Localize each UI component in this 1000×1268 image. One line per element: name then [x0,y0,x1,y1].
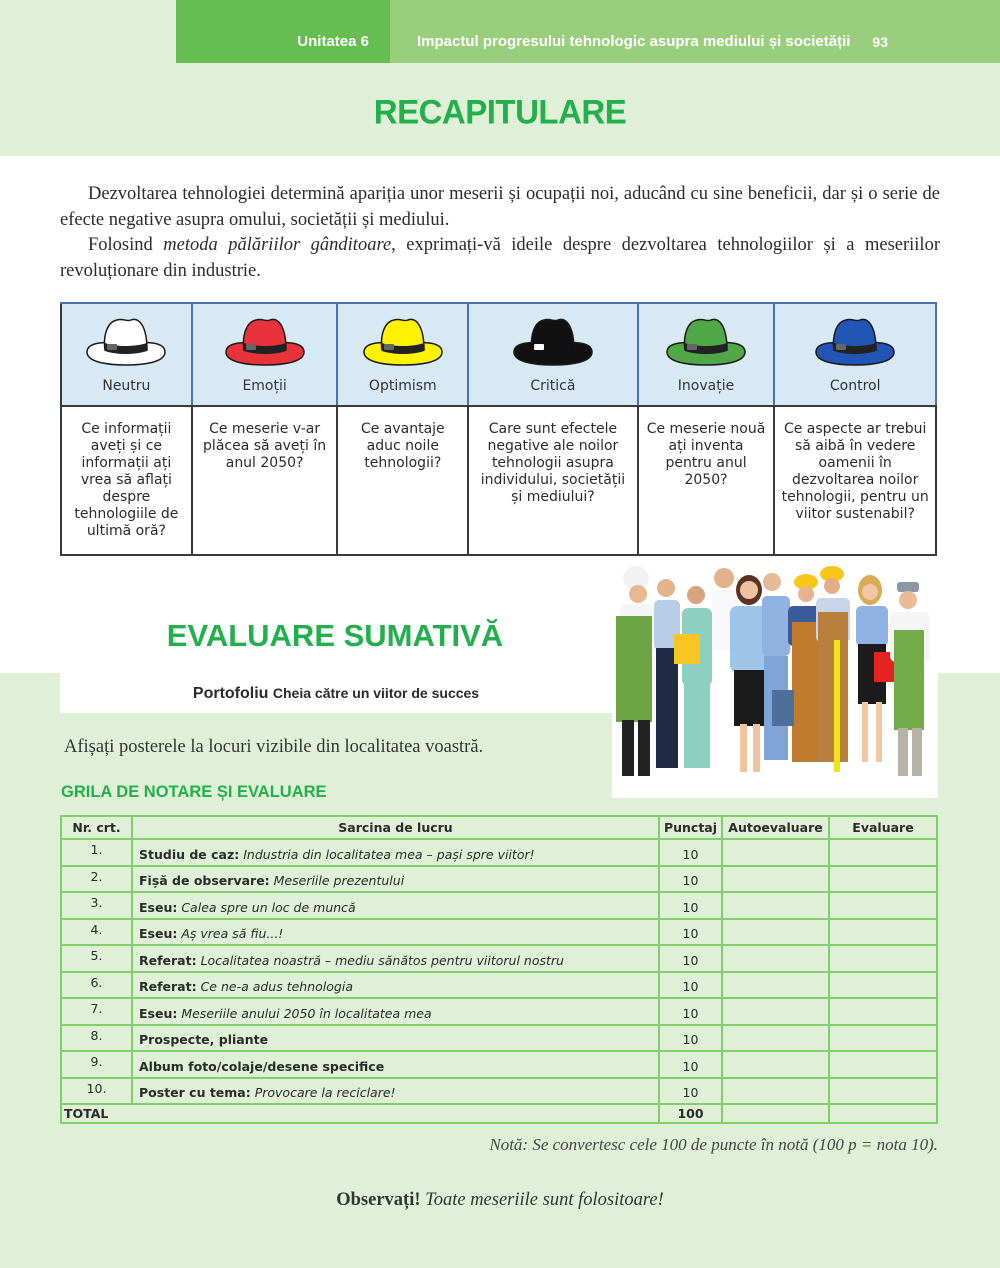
eval-cell[interactable] [829,1078,937,1105]
task-title: Meseriile anului 2050 în localitatea mea [177,1005,432,1021]
hat-label: Inovație [677,378,735,394]
blue-hat-icon [812,312,898,368]
task-cell [132,1025,659,1052]
hat-question: Ce meserie v-ar plăcea să aveți în anul 2050? [192,406,338,555]
eval-cell[interactable] [829,892,937,919]
total-eval-cell[interactable] [829,1104,937,1123]
red-hat-icon [222,312,308,368]
hat-band-highlight [246,344,256,350]
eval-cell[interactable] [829,919,937,946]
task-type: Poster cu tema: [139,1085,251,1100]
total-label: TOTAL [61,1104,659,1123]
task-cell [132,892,659,919]
row-number: 10. [61,1078,132,1105]
eval-cell[interactable] [829,972,937,999]
person-office [654,579,680,768]
task-title: Provocare la reciclare! [250,1085,396,1100]
table-row [61,892,937,919]
row-number: 3. [61,892,132,919]
points-cell: 10 [659,972,722,999]
table-row [61,998,937,1025]
intro-text [60,182,940,284]
hat-question-row [61,406,936,555]
task-title: Calea spre un loc de muncă [177,899,356,915]
points-cell: 10 [659,1078,722,1105]
points-cell: 10 [659,945,722,972]
observe-text: Toate meseriile sunt folositoare! [420,1190,664,1210]
recap-title: RECAPITULARE [373,92,627,131]
chapter-title-box [390,0,1000,63]
method-name: metoda pălăriilor gânditoare [163,235,392,255]
row-number: 5. [61,945,132,972]
task-type: Eseu: [139,899,178,915]
hat-label: Critică [530,378,576,394]
instruction-text: Afișați posterele la locuri vizibile din localitatea voastră. [64,737,484,757]
paragraph2-end: , exprimați-vă ideile despre dezvoltarea tehnologiilor și a meseriilor revoluționare din industrie. [60,235,940,281]
row-number: 2. [61,866,132,893]
points-cell: 10 [659,839,722,866]
eval-cell[interactable] [829,1051,937,1078]
observe-line [0,1190,1000,1211]
intro-paragraph-2 [60,233,940,284]
chapter-title: Impactul progresului tehnologic asupra mediului și societății [417,33,851,50]
col-header-eval: Evaluare [829,816,937,839]
evaluation-title: EVALUARE SUMATIVĂ [166,618,504,653]
portfolio-band [60,673,612,713]
task-title: Aș vrea să fiu...! [177,926,284,941]
table-row [61,1025,937,1052]
total-points: 100 [659,1104,722,1123]
self-eval-cell[interactable] [722,839,829,866]
hat-band-highlight [107,344,117,350]
table-row [61,919,937,946]
eval-cell[interactable] [829,839,937,866]
task-title: Ce ne-a adus tehnologia [196,979,353,994]
observe-label: Observați! [336,1190,421,1210]
black-hat-icon [510,312,596,368]
hat-band-highlight [687,344,697,350]
self-eval-cell[interactable] [722,972,829,999]
self-eval-cell[interactable] [722,892,829,919]
table-row [61,839,937,866]
white-hat-icon [83,312,169,368]
task-title: Meseriile prezentului [269,873,405,888]
person-technician [762,573,790,760]
col-header-self-eval: Autoevaluare [722,816,829,839]
page-number: 93 [872,34,888,50]
unit-label: Unitatea 6 [176,0,390,63]
portfolio-subtitle: Cheia către un viitor de succes [272,685,480,701]
hat-question: Ce meserie nouă ați inventa pentru anul 2050? [638,406,775,555]
task-type: Referat: [139,952,197,968]
task-cell [132,1051,659,1078]
row-number: 9. [61,1051,132,1078]
task-type: Fișă de observare: [139,873,270,888]
grading-grid-title: GRILA DE NOTARE ȘI EVALUARE [61,783,327,801]
hat-cell [61,303,192,406]
self-eval-cell[interactable] [722,998,829,1025]
task-title: Industria din localitatea mea – pași spre viitor! [239,846,535,862]
row-number: 1. [61,839,132,866]
points-cell: 10 [659,998,722,1025]
hat-band-highlight [384,344,394,350]
total-row [61,1104,937,1123]
grading-table-body [61,839,937,1123]
table-row [61,1051,937,1078]
hat-header-row [61,303,936,406]
row-number: 7. [61,998,132,1025]
task-title: Localitatea noastră – mediu sănătos pentru viitorul nostru [196,952,564,968]
points-cell: 10 [659,892,722,919]
points-cell: 10 [659,919,722,946]
task-cell [132,839,659,866]
hat-question: Ce informații aveți și ce informații ați vrea să aflați despre tehnologiile de ultimă oră? [61,406,192,555]
task-type: Prospecte, pliante [139,1032,269,1047]
task-cell [132,866,659,893]
self-eval-cell[interactable] [722,919,829,946]
task-type: Studiu de caz: [139,846,240,862]
hat-cell [638,303,775,406]
thinking-hats-table [60,302,937,556]
task-cell [132,919,659,946]
col-header-task: Sarcina de lucru [132,816,659,839]
col-header-points: Punctaj [659,816,722,839]
self-eval-cell[interactable] [722,1051,829,1078]
task-cell [132,1078,659,1105]
hat-cell [468,303,638,406]
col-header-nr: Nr. crt. [61,816,132,839]
paragraph2-start: Folosind [88,235,164,255]
hat-label: Control [829,378,881,394]
table-row [61,1078,937,1105]
hat-question: Care sunt efectele negative ale noilor tehnologii asupra individului, societății și mediului? [468,406,638,555]
points-cell: 10 [659,1051,722,1078]
table-row [61,866,937,893]
hat-band-highlight [836,344,846,350]
hat-question: Ce avantaje aduc noile tehnologii? [337,406,468,555]
task-type: Eseu: [139,926,178,941]
task-type: Album foto/colaje/desene specifice [139,1058,385,1074]
eval-cell[interactable] [829,998,937,1025]
yellow-hat-icon [360,312,446,368]
running-header [176,0,1000,63]
task-cell [132,998,659,1025]
hat-label: Neutru [102,378,151,394]
task-type: Referat: [139,979,197,994]
hat-band-highlight [534,344,544,350]
grading-note: Notă: Se convertesc cele 100 de puncte în notă (100 p = nota 10). [489,1135,938,1154]
eval-cell[interactable] [829,1025,937,1052]
table-row [61,945,937,972]
hat-question: Ce aspecte ar trebui să aibă în vedere oamenii în dezvoltarea noilor tehnologii, pentru un viitor sustenabil? [774,406,936,555]
hat-label: Emoții [242,378,287,394]
task-type: Eseu: [139,1005,178,1021]
hat-label: Optimism [368,378,437,394]
green-hat-icon [663,312,749,368]
portfolio-label: Portofoliu [192,685,269,702]
self-eval-cell[interactable] [722,1078,829,1105]
intro-paragraph-1: Dezvoltarea tehnologiei determină apariția unor meserii și ocupații noi, aducând cu sine beneficii, dar și o serie de efecte negative asupra omului, societății și mediului. [60,184,940,230]
self-eval-cell[interactable] [722,866,829,893]
grading-table [60,815,938,1124]
table-row [61,972,937,999]
row-number: 4. [61,919,132,946]
row-number: 6. [61,972,132,999]
points-cell: 10 [659,1025,722,1052]
workers-illustration [612,560,938,798]
eval-cell[interactable] [829,866,937,893]
workers-photo [612,560,938,798]
row-number: 8. [61,1025,132,1052]
grading-header-row [61,816,937,839]
hat-cell [774,303,936,406]
self-eval-cell[interactable] [722,1025,829,1052]
total-self-eval-cell[interactable] [722,1104,829,1123]
self-eval-cell[interactable] [722,945,829,972]
points-cell: 10 [659,866,722,893]
hat-cell [192,303,338,406]
task-cell [132,972,659,999]
eval-cell[interactable] [829,945,937,972]
hat-cell [337,303,468,406]
task-cell [132,945,659,972]
